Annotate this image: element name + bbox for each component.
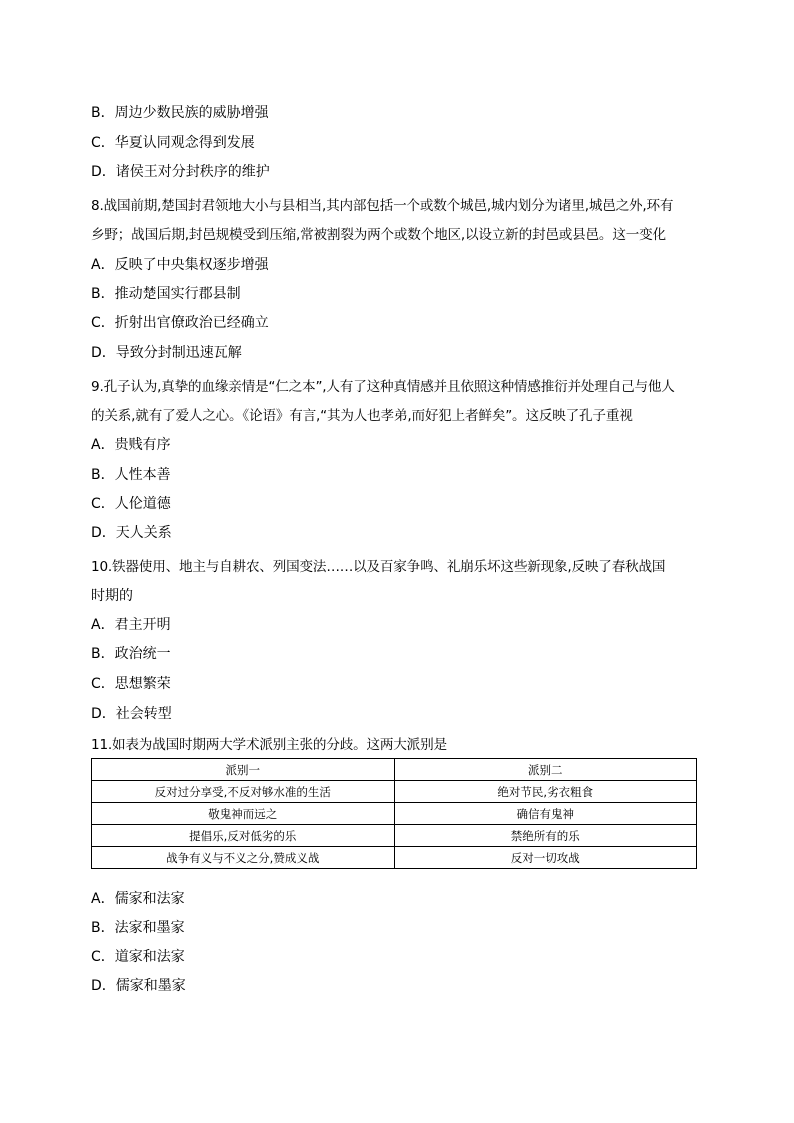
table-cell: 反对一切攻战 [394, 847, 697, 869]
q10-option-c: C．思想繁荣 [91, 676, 171, 692]
q9-stem-line-1: 9.孔子认为,真挚的血缘亲情是“仁之本”,人有了这种真情感并且依照这种情感推衍并处理自己与他人 [91, 379, 675, 395]
q11-stem: 11.如表为战国时期两大学术派别主张的分歧。这两大派别是 [91, 737, 447, 753]
q8-option-a: A．反映了中央集权逐步增强 [91, 257, 269, 273]
table-cell: 战争有义与不义之分,赞成义战 [92, 847, 395, 869]
q9-option-b: B．人性本善 [91, 467, 171, 483]
q9-option-a: A．贵贱有序 [91, 437, 171, 453]
q9-option-c: C．人伦道德 [91, 496, 171, 512]
q7-option-c: C．华夏认同观念得到发展 [91, 135, 255, 151]
table-header-cell: 派别二 [394, 759, 697, 781]
q10-stem-line-1: 10.铁器使用、地主与自耕农、列国变法……以及百家争鸣、礼崩乐坏这些新现象,反映了春秋战国 [91, 559, 666, 575]
q8-option-c: C．折射出官僚政治已经确立 [91, 315, 269, 331]
q7-option-d: D．诸侯王对分封秩序的维护 [91, 164, 270, 180]
table-row [92, 803, 697, 825]
table-header-row [92, 759, 697, 781]
q11-option-b: B．法家和墨家 [91, 920, 185, 936]
table-header-cell: 派别一 [92, 759, 395, 781]
table-row [92, 781, 697, 803]
q8-option-b: B．推动楚国实行郡县制 [91, 286, 241, 302]
q8-stem-line-2: 乡野；战国后期,封邑规模受到压缩,常被割裂为两个或数个地区,以设立新的封邑或县邑。这一变化 [91, 227, 666, 243]
table-cell: 反对过分享受,不反对够水准的生活 [92, 781, 395, 803]
table-cell: 敬鬼神而远之 [92, 803, 395, 825]
q11-option-a: A．儒家和法家 [91, 891, 185, 907]
table-cell: 确信有鬼神 [394, 803, 697, 825]
table-cell: 绝对节民,劣衣粗食 [394, 781, 697, 803]
q10-option-d: D．社会转型 [91, 706, 172, 722]
table-cell: 提倡乐,反对低劣的乐 [92, 825, 395, 847]
q10-option-b: B．政治统一 [91, 646, 171, 662]
q11-option-d: D．儒家和墨家 [91, 978, 186, 994]
table-row [92, 825, 697, 847]
school-comparison-table [91, 758, 697, 869]
q7-option-b: B．周边少数民族的威胁增强 [91, 105, 269, 121]
q10-option-a: A．君主开明 [91, 617, 171, 633]
q10-stem-line-2: 时期的 [91, 588, 133, 604]
q9-stem-line-2: 的关系,就有了爱人之心。《论语》有言,“其为人也孝弟,而好犯上者鲜矣”。这反映了孔子重视 [91, 408, 633, 424]
q8-option-d: D．导致分封制迅速瓦解 [91, 345, 242, 361]
q8-stem-line-1: 8.战国前期,楚国封君领地大小与县相当,其内部包括一个或数个城邑,城内划分为诸里,城邑之外,环有 [91, 198, 674, 214]
table-row [92, 847, 697, 869]
table-cell: 禁绝所有的乐 [394, 825, 697, 847]
q11-option-c: C．道家和法家 [91, 949, 185, 965]
q9-option-d: D．天人关系 [91, 525, 172, 541]
